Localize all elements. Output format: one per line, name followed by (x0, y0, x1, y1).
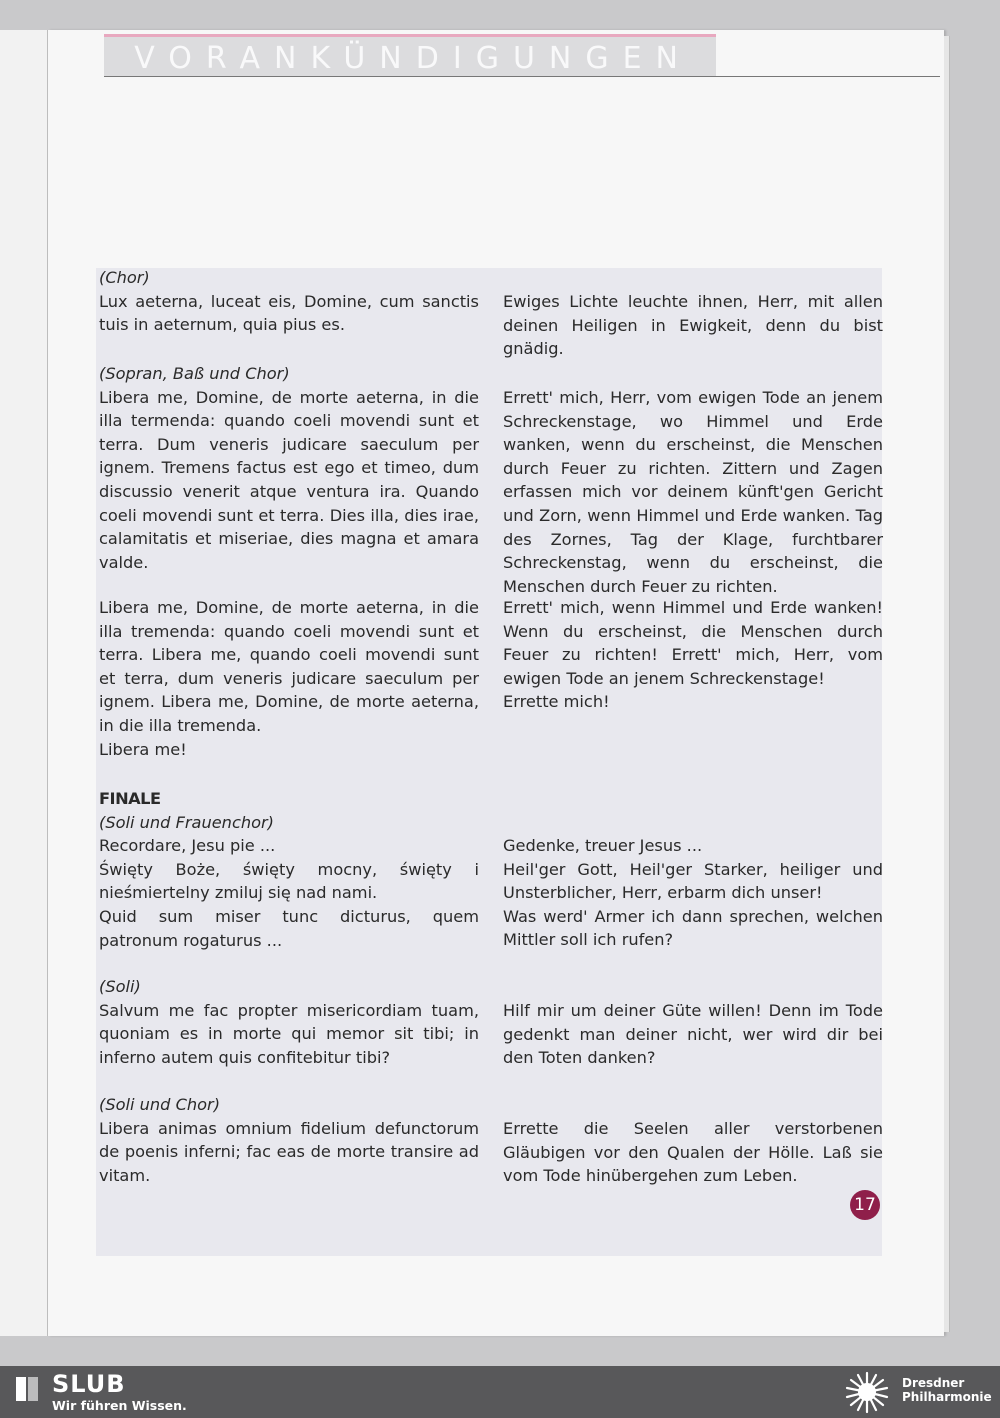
slub-tagline: Wir führen Wissen. (52, 1398, 187, 1413)
footer-bar (0, 1366, 1000, 1418)
german-section-5 (503, 999, 883, 1070)
voice-label: (Sopran, Baß und Chor) (99, 364, 290, 383)
philharmonie-line2: Philharmonie (902, 1390, 992, 1404)
german-text-last: Errette mich! (503, 692, 610, 712)
latin-text: Libera me, Domine, de morte aeterna, in die illa tremenda: quando coeli movendi sunt et terra. Libera me, quando coeli movendi sunt et terra, dum veneris judicare saeculum per ignem. Libera me, Domine, de morte aeterna, in die illa tremenda. (99, 598, 479, 735)
german-line: Gedenke, treuer Jesus ... (503, 836, 703, 855)
latin-text: Libera me, Domine, de morte aeterna, in die illa termenda: quando coeli movendi sunt et terra. Dum veneris judicare saeculum per ignem. Tremens factus est ego et timeo, dum discussio venerit atque ventura ira. Quando coeli movendi sunt et terra. Dies illa, dies irae, calamitatis et miseriae, dies magna et amara valde. (99, 387, 479, 572)
german-section-2 (503, 386, 883, 598)
german-text: Errett' mich, wenn Himmel und Erde wanken! Wenn du erscheinst, die Menschen durch Feuer zu richten! Errett' mich, Herr, vom ewigen Tode an jenem Schreckenstage! (503, 598, 883, 688)
german-line: Was werd' Armer ich dann sprechen, welchen Mittler soll ich rufen? (503, 906, 883, 950)
voice-label: (Soli und Frauenchor) (99, 812, 274, 832)
slub-title[interactable]: SLUB (52, 1370, 126, 1398)
latin-section-2 (99, 362, 479, 574)
latin-text: Salvum me fac propter misericordiam tuam, quoniam es in morte qui memor sit tibi; in inferno autem quis confitebitur tibi? (99, 1000, 479, 1067)
voice-label: (Soli und Chor) (99, 1095, 221, 1114)
german-section-3 (503, 596, 883, 714)
german-text: Hilf mir um deiner Güte willen! Denn im Tode gedenkt man deiner nicht, wer wird dir bei den Toten danken? (503, 1001, 883, 1068)
philharmonie-sunburst-icon[interactable] (842, 1370, 892, 1414)
page-stack-edge (944, 36, 950, 1332)
latin-section-1 (99, 266, 479, 337)
german-section-1 (503, 290, 883, 361)
latin-text: Libera animas omnium fidelium defunctorum de poenis inferni; fac eas de morte transire ad vitam. (99, 1118, 479, 1185)
voice-label: (Soli) (99, 977, 141, 996)
latin-section-6 (99, 1093, 479, 1187)
page-number-badge: 17 (850, 1190, 880, 1220)
latin-section-3 (99, 596, 479, 761)
german-text: Errette die Seelen aller verstorbenen Gläubigen vor den Qualen der Hölle. Laß sie vom Tode hinübergehen zum Leben. (503, 1119, 883, 1186)
voice-label: (Chor) (99, 268, 150, 287)
left-page-edge (0, 30, 48, 1336)
german-text: Ewiges Lichte leuchte ihnen, Herr, mit allen deinen Heiligen in Ewigkeit, denn du bist gnädig. (503, 292, 883, 359)
header-rule (104, 76, 940, 77)
german-text: Errett' mich, Herr, vom ewigen Tode an jenem Schreckenstage, wo Himmel und Erde wanken, wenn du erscheinst, die Menschen durch Feuer zu richten. Zittern und Zagen erfassen mich vor deinem künft'gen Gericht und Zorn, wenn Himmel und Erde wanken. Tag des Zornes, Tag der Klage, furchtbarer Schreckenstag, wenn du erscheinst, die Menschen durch Feuer zu richten. (503, 388, 883, 596)
polish-line: Święty Boże, święty mocny, święty i nieśmiertelny zmiluj się nad nami. (99, 859, 479, 903)
finale-heading: FINALE (99, 789, 161, 808)
finale-section (99, 787, 479, 952)
latin-section-5 (99, 975, 479, 1069)
latin-line: Quid sum miser tunc dicturus, quem patronum rogaturus ... (99, 906, 479, 950)
latin-line: Recordare, Jesu pie ... (99, 836, 276, 856)
latin-text: Lux aeterna, luceat eis, Domine, cum sanctis tuis in aeternum, quia pius es. (99, 291, 479, 335)
header-band-text: VORANKÜNDIGUNGEN (134, 41, 692, 76)
header-band (104, 34, 716, 76)
slub-book-icon[interactable] (14, 1374, 40, 1404)
latin-text-last: Libera me! (99, 739, 187, 759)
philharmonie-name (902, 1376, 992, 1404)
german-section-6 (503, 1117, 883, 1188)
german-section-4 (503, 834, 883, 952)
german-line: Heil'ger Gott, Heil'ger Starker, heiliger und Unsterblicher, Herr, erbarm dich unser! (503, 859, 883, 903)
philharmonie-line1: Dresdner (902, 1376, 965, 1390)
